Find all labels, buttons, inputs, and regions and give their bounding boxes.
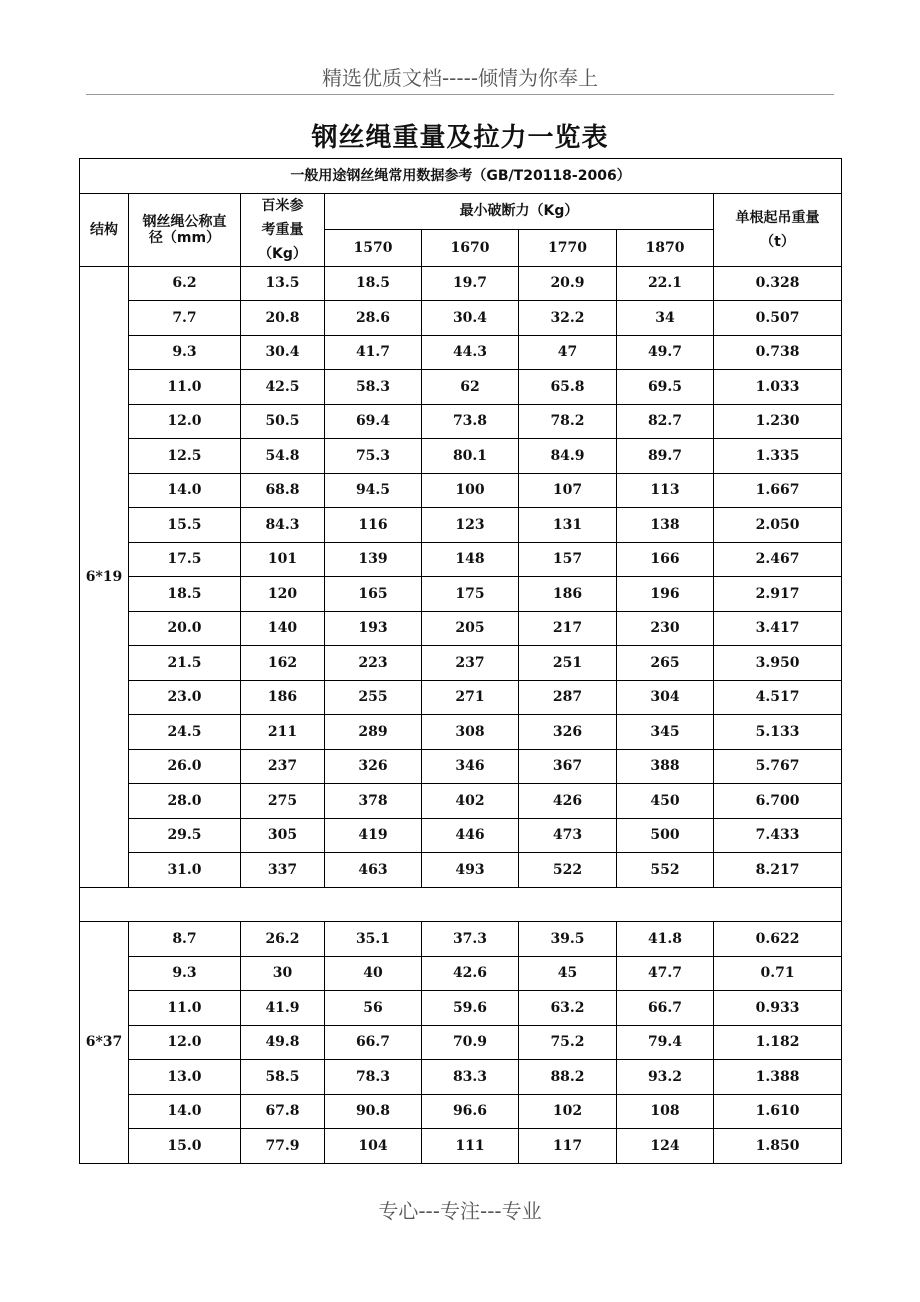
- cell-diameter: 9.3: [129, 335, 241, 370]
- cell-force-1570: 58.3: [325, 370, 422, 405]
- cell-force-1570: 326: [325, 749, 422, 784]
- cell-weight: 77.9: [241, 1129, 325, 1164]
- cell-force-1770: 63.2: [519, 991, 617, 1026]
- cell-weight: 84.3: [241, 508, 325, 543]
- cell-single-lift: 0.933: [714, 991, 842, 1026]
- cell-diameter: 14.0: [129, 1094, 241, 1129]
- table-row: [80, 680, 842, 715]
- table-row: [80, 266, 842, 301]
- cell-diameter: 28.0: [129, 784, 241, 819]
- cell-single-lift: 0.738: [714, 335, 842, 370]
- cell-diameter: 31.0: [129, 853, 241, 888]
- cell-force-1870: 93.2: [617, 1060, 714, 1095]
- header-grade: 1770: [519, 230, 617, 267]
- table-row: [80, 1094, 842, 1129]
- cell-diameter: 14.0: [129, 473, 241, 508]
- cell-force-1670: 19.7: [422, 266, 519, 301]
- cell-force-1670: 346: [422, 749, 519, 784]
- cell-weight: 120: [241, 577, 325, 612]
- cell-diameter: 13.0: [129, 1060, 241, 1095]
- header-weight: 百米参考重量（Kg）: [241, 193, 325, 266]
- table-row: [80, 956, 842, 991]
- cell-force-1870: 196: [617, 577, 714, 612]
- cell-force-1770: 522: [519, 853, 617, 888]
- cell-diameter: 15.5: [129, 508, 241, 543]
- cell-force-1870: 166: [617, 542, 714, 577]
- cell-diameter: 11.0: [129, 991, 241, 1026]
- cell-single-lift: 6.700: [714, 784, 842, 819]
- cell-force-1770: 157: [519, 542, 617, 577]
- cell-force-1570: 35.1: [325, 922, 422, 957]
- cell-force-1770: 251: [519, 646, 617, 681]
- cell-force-1870: 22.1: [617, 266, 714, 301]
- cell-force-1570: 193: [325, 611, 422, 646]
- cell-single-lift: 4.517: [714, 680, 842, 715]
- cell-force-1770: 45: [519, 956, 617, 991]
- cell-force-1570: 90.8: [325, 1094, 422, 1129]
- cell-force-1770: 75.2: [519, 1025, 617, 1060]
- cell-single-lift: 3.417: [714, 611, 842, 646]
- cell-force-1570: 419: [325, 818, 422, 853]
- cell-force-1670: 237: [422, 646, 519, 681]
- cell-force-1570: 165: [325, 577, 422, 612]
- cell-force-1770: 39.5: [519, 922, 617, 957]
- cell-force-1670: 493: [422, 853, 519, 888]
- cell-weight: 186: [241, 680, 325, 715]
- table-row: [80, 301, 842, 336]
- header-grade: 1570: [325, 230, 422, 267]
- cell-force-1870: 265: [617, 646, 714, 681]
- cell-force-1670: 59.6: [422, 991, 519, 1026]
- table-row: [80, 404, 842, 439]
- cell-force-1570: 116: [325, 508, 422, 543]
- cell-single-lift: 2.050: [714, 508, 842, 543]
- cell-force-1670: 73.8: [422, 404, 519, 439]
- group-spacer-row: [80, 887, 842, 922]
- header-grade: 1870: [617, 230, 714, 267]
- cell-force-1770: 65.8: [519, 370, 617, 405]
- cell-force-1570: 56: [325, 991, 422, 1026]
- cell-force-1570: 94.5: [325, 473, 422, 508]
- cell-force-1670: 271: [422, 680, 519, 715]
- cell-diameter: 12.0: [129, 1025, 241, 1060]
- cell-force-1770: 47: [519, 335, 617, 370]
- cell-force-1870: 345: [617, 715, 714, 750]
- cell-force-1870: 47.7: [617, 956, 714, 991]
- table-row: [80, 1129, 842, 1164]
- header-grade: 1670: [422, 230, 519, 267]
- cell-force-1770: 326: [519, 715, 617, 750]
- cell-diameter: 24.5: [129, 715, 241, 750]
- cell-force-1670: 70.9: [422, 1025, 519, 1060]
- cell-force-1770: 426: [519, 784, 617, 819]
- cell-single-lift: 1.667: [714, 473, 842, 508]
- cell-single-lift: 8.217: [714, 853, 842, 888]
- cell-force-1870: 79.4: [617, 1025, 714, 1060]
- cell-force-1670: 30.4: [422, 301, 519, 336]
- cell-weight: 49.8: [241, 1025, 325, 1060]
- cell-diameter: 8.7: [129, 922, 241, 957]
- cell-weight: 50.5: [241, 404, 325, 439]
- cell-weight: 42.5: [241, 370, 325, 405]
- cell-weight: 13.5: [241, 266, 325, 301]
- cell-force-1870: 304: [617, 680, 714, 715]
- cell-weight: 41.9: [241, 991, 325, 1026]
- cell-force-1770: 32.2: [519, 301, 617, 336]
- cell-single-lift: 1.610: [714, 1094, 842, 1129]
- cell-force-1670: 62: [422, 370, 519, 405]
- cell-force-1670: 148: [422, 542, 519, 577]
- cell-force-1870: 500: [617, 818, 714, 853]
- cell-force-1870: 138: [617, 508, 714, 543]
- cell-force-1770: 84.9: [519, 439, 617, 474]
- cell-diameter: 6.2: [129, 266, 241, 301]
- cell-diameter: 15.0: [129, 1129, 241, 1164]
- cell-force-1770: 186: [519, 577, 617, 612]
- table-row: [80, 611, 842, 646]
- cell-single-lift: 2.467: [714, 542, 842, 577]
- cell-force-1670: 308: [422, 715, 519, 750]
- cell-force-1770: 102: [519, 1094, 617, 1129]
- cell-diameter: 12.5: [129, 439, 241, 474]
- cell-weight: 211: [241, 715, 325, 750]
- header-breaking-force: 最小破断力（Kg）: [325, 193, 714, 230]
- cell-weight: 54.8: [241, 439, 325, 474]
- cell-diameter: 11.0: [129, 370, 241, 405]
- cell-single-lift: 0.328: [714, 266, 842, 301]
- cell-force-1570: 75.3: [325, 439, 422, 474]
- table-row: [80, 542, 842, 577]
- document-title: 钢丝绳重量及拉力一览表: [311, 123, 609, 153]
- cell-single-lift: 1.182: [714, 1025, 842, 1060]
- cell-force-1870: 108: [617, 1094, 714, 1129]
- cell-force-1570: 28.6: [325, 301, 422, 336]
- table-row: [80, 1025, 842, 1060]
- cell-force-1670: 100: [422, 473, 519, 508]
- table-row: [80, 715, 842, 750]
- cell-force-1570: 69.4: [325, 404, 422, 439]
- cell-force-1770: 78.2: [519, 404, 617, 439]
- cell-diameter: 17.5: [129, 542, 241, 577]
- table-row: [80, 439, 842, 474]
- cell-weight: 67.8: [241, 1094, 325, 1129]
- cell-weight: 101: [241, 542, 325, 577]
- table-row: [80, 818, 842, 853]
- table-row: [80, 784, 842, 819]
- cell-diameter: 9.3: [129, 956, 241, 991]
- cell-weight: 140: [241, 611, 325, 646]
- cell-weight: 275: [241, 784, 325, 819]
- cell-force-1670: 175: [422, 577, 519, 612]
- table-row: [80, 749, 842, 784]
- cell-single-lift: 1.230: [714, 404, 842, 439]
- cell-weight: 162: [241, 646, 325, 681]
- cell-force-1770: 88.2: [519, 1060, 617, 1095]
- cell-force-1570: 255: [325, 680, 422, 715]
- cell-force-1670: 80.1: [422, 439, 519, 474]
- spacer-cell: [80, 887, 842, 922]
- cell-force-1670: 123: [422, 508, 519, 543]
- table-row: [80, 473, 842, 508]
- cell-force-1770: 20.9: [519, 266, 617, 301]
- cell-force-1770: 107: [519, 473, 617, 508]
- cell-force-1570: 139: [325, 542, 422, 577]
- structure-cell: 6*19: [80, 266, 129, 887]
- cell-single-lift: 2.917: [714, 577, 842, 612]
- cell-force-1870: 230: [617, 611, 714, 646]
- cell-force-1570: 223: [325, 646, 422, 681]
- cell-force-1870: 113: [617, 473, 714, 508]
- cell-force-1870: 89.7: [617, 439, 714, 474]
- cell-force-1870: 34: [617, 301, 714, 336]
- cell-single-lift: 3.950: [714, 646, 842, 681]
- cell-force-1570: 66.7: [325, 1025, 422, 1060]
- cell-force-1770: 287: [519, 680, 617, 715]
- cell-diameter: 20.0: [129, 611, 241, 646]
- cell-single-lift: 1.388: [714, 1060, 842, 1095]
- table-row: [80, 577, 842, 612]
- cell-force-1570: 40: [325, 956, 422, 991]
- cell-single-lift: 7.433: [714, 818, 842, 853]
- table-row: [80, 922, 842, 957]
- cell-force-1670: 96.6: [422, 1094, 519, 1129]
- cell-force-1870: 82.7: [617, 404, 714, 439]
- cell-diameter: 7.7: [129, 301, 241, 336]
- cell-force-1570: 78.3: [325, 1060, 422, 1095]
- cell-diameter: 23.0: [129, 680, 241, 715]
- cell-force-1870: 66.7: [617, 991, 714, 1026]
- cell-force-1870: 69.5: [617, 370, 714, 405]
- header-structure: 结构: [80, 193, 129, 266]
- cell-weight: 30: [241, 956, 325, 991]
- cell-single-lift: 1.335: [714, 439, 842, 474]
- page-footer: 专心---专注---专业: [378, 1199, 542, 1223]
- cell-force-1670: 446: [422, 818, 519, 853]
- cell-force-1670: 42.6: [422, 956, 519, 991]
- cell-weight: 30.4: [241, 335, 325, 370]
- table-row: [80, 991, 842, 1026]
- table-caption: 一般用途钢丝绳常用数据参考（GB/T20118-2006）: [80, 159, 842, 194]
- cell-single-lift: 0.622: [714, 922, 842, 957]
- cell-force-1670: 37.3: [422, 922, 519, 957]
- cell-single-lift: 1.850: [714, 1129, 842, 1164]
- cell-single-lift: 0.71: [714, 956, 842, 991]
- cell-diameter: 29.5: [129, 818, 241, 853]
- cell-single-lift: 5.133: [714, 715, 842, 750]
- cell-force-1570: 41.7: [325, 335, 422, 370]
- header-single-lift: 单根起吊重量（t）: [714, 193, 842, 266]
- cell-weight: 68.8: [241, 473, 325, 508]
- cell-weight: 58.5: [241, 1060, 325, 1095]
- cell-force-1770: 473: [519, 818, 617, 853]
- cell-force-1870: 49.7: [617, 335, 714, 370]
- cell-force-1570: 104: [325, 1129, 422, 1164]
- table-row: [80, 646, 842, 681]
- cell-force-1670: 83.3: [422, 1060, 519, 1095]
- page-header: 精选优质文档-----倾情为你奉上: [321, 66, 599, 90]
- cell-force-1670: 205: [422, 611, 519, 646]
- cell-force-1870: 450: [617, 784, 714, 819]
- structure-cell: 6*37: [80, 922, 129, 1164]
- cell-force-1770: 217: [519, 611, 617, 646]
- table-row: [80, 1060, 842, 1095]
- cell-force-1770: 131: [519, 508, 617, 543]
- cell-single-lift: 1.033: [714, 370, 842, 405]
- wire-rope-table: [79, 158, 842, 1164]
- cell-force-1670: 44.3: [422, 335, 519, 370]
- cell-diameter: 26.0: [129, 749, 241, 784]
- cell-diameter: 12.0: [129, 404, 241, 439]
- cell-diameter: 21.5: [129, 646, 241, 681]
- table-row: [80, 370, 842, 405]
- cell-weight: 20.8: [241, 301, 325, 336]
- cell-force-1770: 367: [519, 749, 617, 784]
- cell-force-1570: 378: [325, 784, 422, 819]
- cell-weight: 237: [241, 749, 325, 784]
- cell-force-1870: 388: [617, 749, 714, 784]
- cell-weight: 337: [241, 853, 325, 888]
- cell-weight: 305: [241, 818, 325, 853]
- header-divider: [86, 94, 834, 95]
- cell-force-1570: 18.5: [325, 266, 422, 301]
- cell-force-1670: 402: [422, 784, 519, 819]
- cell-single-lift: 5.767: [714, 749, 842, 784]
- cell-force-1870: 552: [617, 853, 714, 888]
- table-row: [80, 853, 842, 888]
- table-row: [80, 335, 842, 370]
- table-row: [80, 508, 842, 543]
- cell-force-1670: 111: [422, 1129, 519, 1164]
- cell-force-1870: 41.8: [617, 922, 714, 957]
- cell-diameter: 18.5: [129, 577, 241, 612]
- header-diameter: 钢丝绳公称直径（mm）: [129, 193, 241, 266]
- cell-force-1570: 289: [325, 715, 422, 750]
- cell-force-1770: 117: [519, 1129, 617, 1164]
- cell-weight: 26.2: [241, 922, 325, 957]
- cell-single-lift: 0.507: [714, 301, 842, 336]
- cell-force-1570: 463: [325, 853, 422, 888]
- cell-force-1870: 124: [617, 1129, 714, 1164]
